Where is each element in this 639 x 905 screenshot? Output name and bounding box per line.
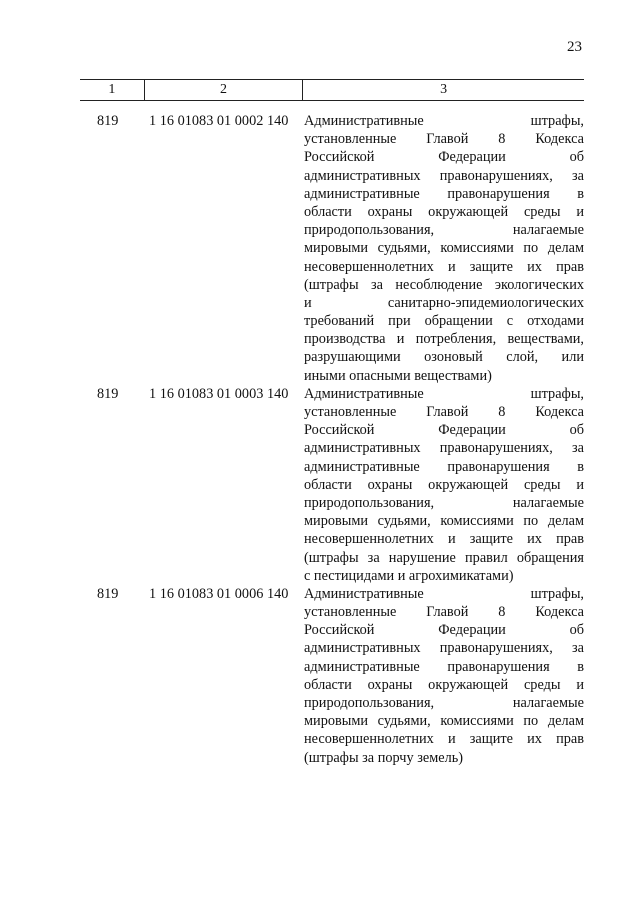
description-line: административных правонарушениях, за bbox=[304, 167, 584, 184]
description-line: несовершеннолетних и защите их прав bbox=[304, 531, 584, 548]
description-line: административных правонарушениях, за bbox=[304, 440, 584, 457]
description-line: области охраны окружающей среды и bbox=[304, 203, 584, 220]
column-header-3: 3 bbox=[302, 80, 584, 100]
description-line: административные правонарушения в bbox=[304, 458, 584, 475]
description-line: установленные Главой 8 Кодекса bbox=[304, 131, 584, 148]
description-line: разрушающими озоновый слой, или bbox=[304, 349, 584, 366]
kbk-code-cell: 1 16 01083 01 0003 140 bbox=[149, 385, 289, 402]
kbk-code-cell: 1 16 01083 01 0006 140 bbox=[149, 585, 289, 602]
table-row bbox=[80, 112, 584, 385]
description-line: с пестицидами и агрохимикатами) bbox=[304, 567, 514, 584]
description-line: Российской Федерации об bbox=[304, 622, 584, 639]
table-row bbox=[80, 585, 584, 767]
description-cell bbox=[302, 112, 584, 385]
description-line: природопользования, налагаемые bbox=[304, 222, 584, 239]
description-line: установленные Главой 8 Кодекса bbox=[304, 404, 584, 420]
admin-code-cell: 819 bbox=[97, 585, 119, 602]
table-row bbox=[80, 385, 584, 585]
description-line: и санитарно-эпидемиологических bbox=[304, 294, 584, 311]
description-line: области охраны окружающей среды и bbox=[304, 676, 584, 693]
description-line: административные правонарушения в bbox=[304, 185, 584, 202]
description-line: мировыми судьями, комиссиями по делам bbox=[304, 240, 584, 257]
description-line: установленные Главой 8 Кодекса bbox=[304, 604, 584, 621]
description-line: иными опасными веществами) bbox=[304, 367, 492, 384]
page-number: 23 bbox=[567, 39, 582, 55]
description-line: (штрафы за нарушение правил обращения bbox=[304, 549, 584, 566]
description-line: Российской Федерации об bbox=[304, 149, 584, 166]
table-body bbox=[80, 112, 584, 767]
description-line: административные правонарушения в bbox=[304, 658, 584, 675]
description-line: Российской Федерации об bbox=[304, 422, 584, 439]
description-line: (штрафы за несоблюдение экологических bbox=[304, 276, 584, 293]
description-line: области охраны окружающей среды и bbox=[304, 476, 584, 493]
description-line: (штрафы за порчу земель) bbox=[304, 749, 464, 766]
description-line: административных правонарушениях, за bbox=[304, 640, 584, 657]
admin-code-cell: 819 bbox=[97, 113, 119, 129]
description-cell bbox=[302, 585, 584, 767]
column-header-2: 2 bbox=[144, 80, 302, 100]
admin-code-cell: 819 bbox=[97, 385, 119, 402]
table-header-row bbox=[80, 79, 584, 101]
description-line: мировыми судьями, комиссиями по делам bbox=[304, 713, 584, 730]
description-line: несовершеннолетних и защите их прав bbox=[304, 731, 584, 748]
description-line: требований при обращении с отходами bbox=[304, 313, 584, 330]
description-line: Административные штрафы, bbox=[304, 385, 584, 402]
description-line: природопользования, налагаемые bbox=[304, 494, 584, 511]
kbk-code-cell: 1 16 01083 01 0002 140 bbox=[149, 113, 289, 129]
description-line: несовершеннолетних и защите их прав bbox=[304, 258, 584, 275]
description-line: Административные штрафы, bbox=[304, 585, 584, 602]
description-cell bbox=[302, 385, 584, 585]
description-line: Административные штрафы, bbox=[304, 113, 584, 129]
description-line: производства и потребления, веществами, bbox=[304, 331, 584, 348]
description-line: природопользования, налагаемые bbox=[304, 695, 584, 711]
budget-classification-table bbox=[80, 79, 584, 767]
description-line: мировыми судьями, комиссиями по делам bbox=[304, 513, 584, 530]
column-header-1: 1 bbox=[108, 82, 116, 97]
